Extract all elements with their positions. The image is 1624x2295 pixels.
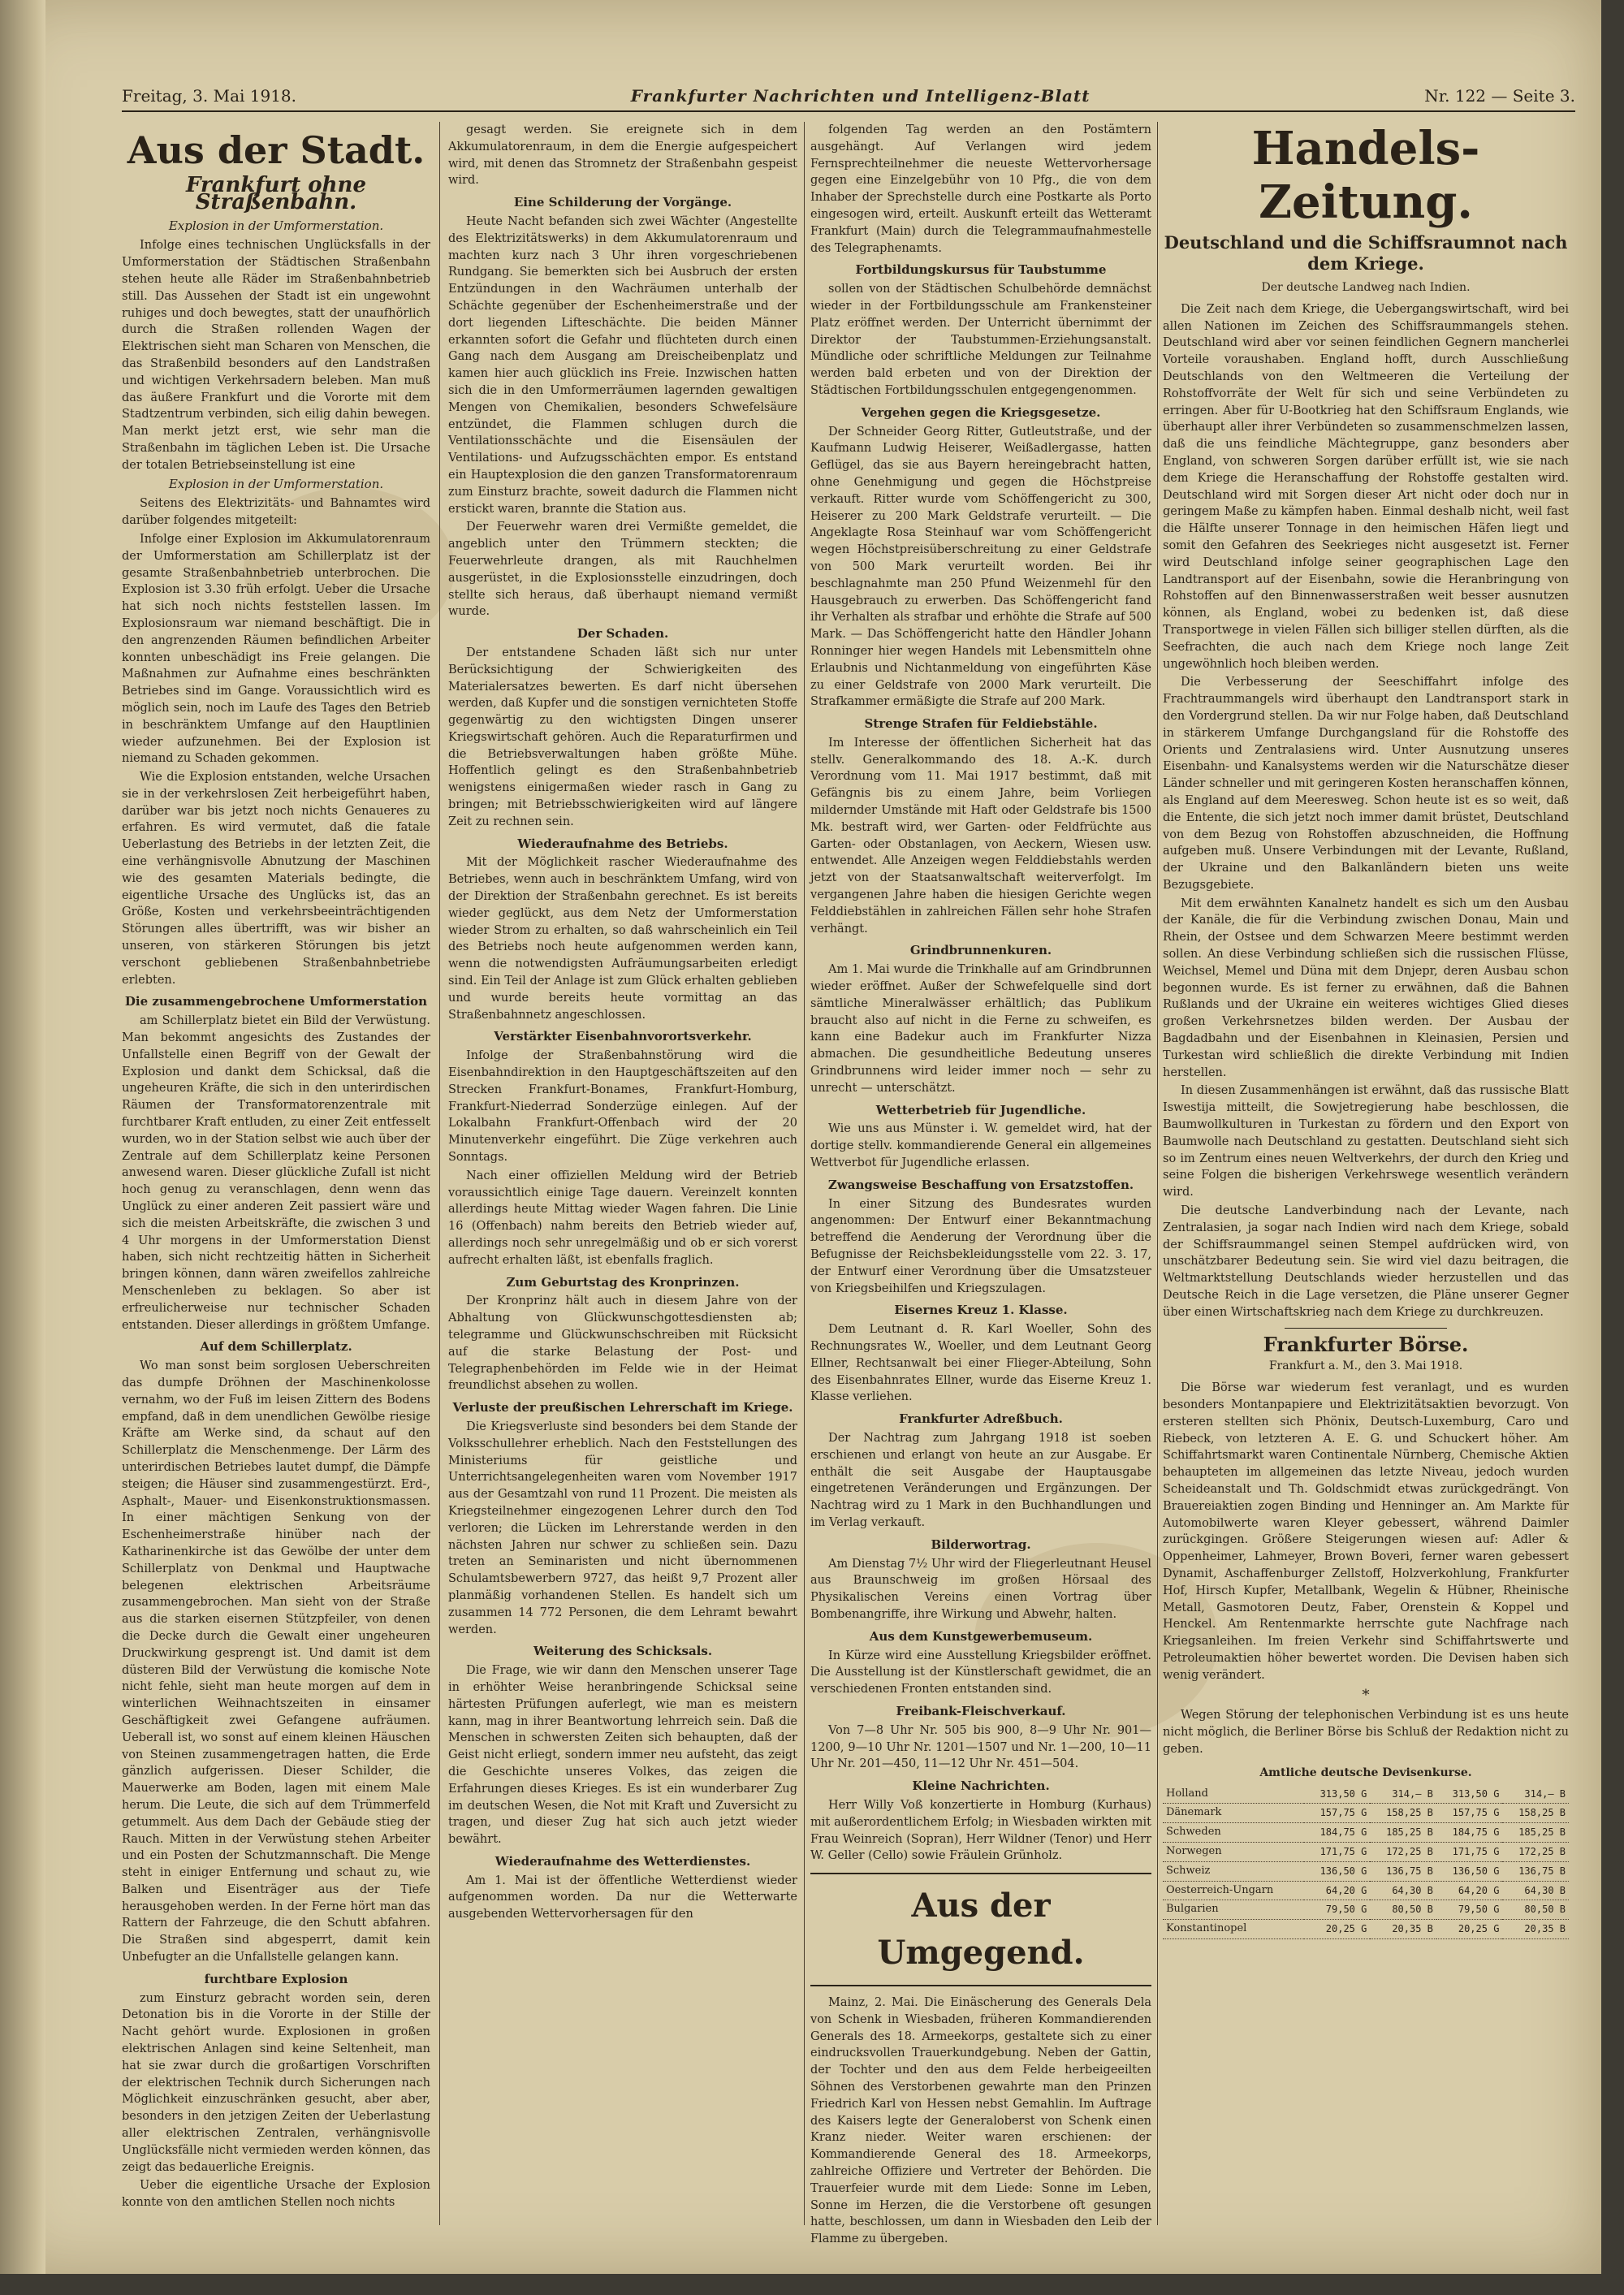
paragraph: Infolge eines technischen Unglücksfalls in der Umformerstation der Städtischen Straßenbahn stehen heute alle Räder im Straßenbahnbetrieb still. Das Aussehen der Stadt ist ein ungewohnt ruhiges und doch bewegtes, statt der unaufhörlich durch die Straßen rollenden Wagen der Elektrischen sieht man Scharen von Menschen, die das Straßenbild besonders auf den Landstraßen und wichtigen Verkehrsadern beleben. Man muß das äußere Frankfurt und die Vororte mit dem Stadtzentrum verbinden, sich eilig dahin bewegen. Man merkt jetzt erst, wie sehr man die Straßenbahn im täglichen Leben ist. Die Ursache der totalen Betriebseinstellung ist eine	[122, 239, 430, 472]
paragraph: Der Kronprinz hält auch in diesem Jahre von der Abhaltung von Glückwunschgottesdiensten ab; telegramme und Glückwunschschreiben mit Rücksicht auf die starke Belastung der Post- und Telegraphenbehörden im Felde wie in der Heimat freundlichst absehen zu wollen.	[448, 1294, 797, 1393]
devisen-rate: 314,— B	[1502, 1785, 1569, 1804]
subhead: Fortbildungskursus für Taubstumme	[855, 262, 1107, 278]
devisen-rate: 171,75 G	[1436, 1842, 1503, 1861]
devisen-rate: 20,35 B	[1502, 1920, 1569, 1939]
devisen-table	[1163, 1785, 1569, 1939]
devisen-rate: 79,50 G	[1304, 1900, 1371, 1920]
boerse-dateline: Frankfurt a. M., den 3. Mai 1918.	[1268, 1359, 1463, 1373]
devisen-country: Norwegen	[1163, 1842, 1304, 1861]
devisen-row	[1163, 1823, 1569, 1843]
paragraph: Die Verbesserung der Seeschiffahrt infolge des Frachtraummangels wird überhaupt den Landtransport stark in den Vordergrund stellen. Da wir nur Folge haben, daß Deutschland in stärkerem Umfange Durchgangsland für die Rohstoffe des Orients und Zentralasiens wird. Unter Ausnutzung unseres Eisenbahn- und Kanalsystems werden wir die Naturschätze dieser Länder schneller und mit geringeren Kosten heranschaffen können, als England auf dem Meeresweg. Schon heute ist es so weit, daß die Entente, die sich jetzt noch immer damit brüstet, Deutschland von dem Bezug von Rohstoffen abzuschneiden, die Hoffnung aufgeben muß. Unsere Verbindungen mit der Levante, Rußland, der Ukraine und den Balkanländern bieten uns weite Bezugsgebiete.	[1163, 676, 1569, 892]
subhead: Auf dem Schillerplatz.	[200, 1339, 352, 1355]
devisen-rate: 80,50 B	[1502, 1900, 1569, 1920]
paragraph: Mit dem erwähnten Kanalnetz handelt es sich um den Ausbau der Kanäle, die für die Verbindung zwischen Donau, Main und Rhein, der Ostsee und dem Schwarzen Meere bestimmt werden sollen. An diese Verbindung schließen sich die russischen Flüsse, Weichsel, Memel und Düna mit dem Dnjepr, deren Ausbau schon begonnen wurde. Es ist ferner zu erwähnen, daß die Bahnen Rußlands und der Ukraine ein weiteres wichtiges Glied dieses großen Verkehrsnetzes bilden werden. Der Ausbau der Bagdadbahn und der Eisenbahnen in Kleinasien, Persien und Turkestan wird schließlich die direkte Verbindung mit Indien herstellen.	[1163, 897, 1569, 1079]
devisen-rate: 185,25 B	[1502, 1823, 1569, 1843]
devisen-rate: 314,— B	[1370, 1785, 1436, 1804]
devisen-row	[1163, 1785, 1569, 1804]
devisen-rate: 313,50 G	[1304, 1785, 1371, 1804]
subhead: Verluste der preußischen Lehrerschaft im Kriege.	[452, 1400, 793, 1415]
section-title-handelszeitung: Handels-Zeitung.	[1251, 122, 1480, 229]
subhead: Kleine Nachrichten.	[912, 1779, 1050, 1794]
subhead: Aus dem Kunstgewerbemuseum.	[869, 1628, 1093, 1644]
subhead: Verstärkter Eisenbahnvorortsverkehr.	[494, 1029, 752, 1044]
paragraph: Die Kriegsverluste sind besonders bei dem Stande der Volksschullehrer erheblich. Nach den Feststellungen des Ministeriums für geistliche und Unterrichtsangelegenheiten waren vom November 1917 aus der Gesamtzahl von rund 11 Prozent. Die meisten als Kriegsteilnehmer eingezogenen Lehrer durch den Tod verloren; die Lücken im Lehrerstande werden in den nächsten Jahren nur schwer zu schließen sein. Dazu treten an Seminaristen und nicht übernommenen Schulamtsbewerbern 9727, das heißt 9,7 Prozent aller planmäßig vorhandenen Stellen. Es handelt sich um zusammen 14 772 Personen, die dem Lehramt bewahrt werden.	[448, 1420, 797, 1636]
devisen-row	[1163, 1920, 1569, 1939]
devisen-country: Dänemark	[1163, 1804, 1304, 1823]
devisen-rate: 157,75 G	[1436, 1804, 1503, 1823]
subhead: Wetterbetrieb für Jugendliche.	[875, 1102, 1086, 1117]
paragraph: In Kürze wird eine Ausstellung Kriegsbilder eröffnet. Die Ausstellung ist der Künstlerschaft gewidmet, die an verschiedenen Fronten entstanden sind.	[810, 1649, 1151, 1696]
column-rule	[439, 122, 440, 2225]
paragraph: In diesen Zusammenhängen ist erwähnt, daß das russische Blatt Iswestija mitteilt, die Sowjetregierung habe beschlossen, die Baumwollkulturen in Turkestan zu fördern und den Export von Baumwolle nach Deutschland zu gestatten. Deutschland sieht sich so im Zentrum eines neuen Weltverkehrs, der durch den Krieg und seine Folgen die bisherigen Verkehrswege wesentlich verändern wird.	[1163, 1084, 1569, 1199]
section-divider	[810, 1873, 1151, 1874]
devisen-rate: 172,25 B	[1370, 1842, 1436, 1861]
column-rule	[1157, 122, 1158, 2225]
paragraph: Am Dienstag 7½ Uhr wird der Fliegerleutnant Heusel aus Braunschweig im großen Hörsaal des Physikalischen Vereins einen Vortrag über Bombenangriffe, ihre Wirkung und Abwehr, halten.	[810, 1557, 1151, 1621]
devisen-rate: 185,25 B	[1370, 1823, 1436, 1843]
devisen-row	[1163, 1861, 1569, 1881]
paragraph: am Schillerplatz bietet ein Bild der Verwüstung. Man bekommt angesichts des Zustandes der Unfallstelle einen Begriff von der Gewalt der Explosion und dankt dem Schicksal, daß die ungeheuren Kräfte, die sich in den unterirdischen Räumen der Transformatorenzentrale mit furchtbarer Kraft entluden, zu einer Zeit entfesselt wurden, wo in der Station selbst wie auch über der Zentrale auf dem Schillerplatz keine Personen anwesend waren. Dieser glückliche Zufall ist nicht hoch genug zu veranschlagen, denn wenn das Unglück zu einer anderen Zeit passiert wäre und sich die meisten Arbeitskräfte, die zwischen 3 und 4 Uhr morgens in der Umformerstation Dienst haben, sich nicht rechtzeitig hätten in Sicherheit bringen können, dann wären zweifellos zahlreiche Menschenleben zu beklagen. So aber ist erfreulicherweise nur technischer Schaden entstanden. Dieser allerdings in größtem Umfange.	[122, 1014, 430, 1332]
paragraph: Im Interesse der öffentlichen Sicherheit hat das stellv. Generalkommando des 18. A.-K. durch Verordnung vom 11. Mai 1917 bestimmt, daß mit Gefängnis bis zu einem Jahre, beim Vorliegen mildernder Umstände mit Haft oder Geldstrafe bis 1500 Mk. bestraft wird, wer Garten- oder Feldfrüchte aus Garten- oder Obstanlagen, von Aeckern, Wiesen usw. entwendet. Alle Anzeigen wegen Felddiebstahls werden jetzt von der Staatsanwaltschaft weiterverfolgt. Im vergangenen Jahre haben die hiesigen Gerichte wegen Felddiebstählen in zahlreichen Fällen sehr hohe Strafen verhängt.	[810, 736, 1151, 936]
devisen-row	[1163, 1881, 1569, 1900]
devisen-rate: 171,75 G	[1304, 1842, 1371, 1861]
header-masthead: Frankfurter Nachrichten und Intelligenz-Blatt	[630, 86, 1091, 106]
devisen-country: Schweiz	[1163, 1861, 1304, 1881]
paragraph: In einer Sitzung des Bundesrates wurden angenommen: Der Entwurf einer Bekanntmachung betreffend die Aenderung der Verordnung über die Befugnisse der Reichsbekleidungsstelle vom 22. 3. 17, der Entwurf einer Verordnung über die Umsatzsteuer von Kriegsbeihilfen und Kriegszulagen.	[810, 1197, 1151, 1295]
paragraph: Die deutsche Landverbindung nach der Levante, nach Zentralasien, ja sogar nach Indien wird nach dem Kriege, sobald der Schiffsraummangel seinen Stempel aufdrücken wird, von unschätzbarer Bedeutung sein. Sie wird viel dazu beitragen, die Weltmarktstellung Deutschlands wieder herzustellen und das Deutsche Reich in die Lage versetzen, die Pläne unserer Gegner über einen Wirtschaftskrieg nach dem Kriege zu durchkreuzen.	[1163, 1204, 1569, 1319]
section-title-umgegend: Aus der Umgegend.	[877, 1887, 1085, 1973]
paragraph: Die Frage, wie wir dann den Menschen unserer Tage in erhöhter Weise heranbringende Schicksal seine härtesten Prüfungen auferlegt, wie man es meistern kann, mag in ihrer Beantwortung lehrreich sein. Daß die Menschen in schwersten Zeiten sich behaupten, daß der Geist nicht erliegt, sondern immer neu aufsteht, das zeigt die Geschichte unseres Volkes, das zeigen die Erfahrungen dieses Krieges. Es ist ein wunderbarer Zug im deutschen Wesen, die Not mit Kraft und Zuversicht zu tragen, und dieser Zug hat sich auch jetzt wieder bewährt.	[448, 1664, 797, 1847]
devisen-rate: 64,30 B	[1502, 1881, 1569, 1900]
column-1	[122, 122, 430, 2225]
paragraph: Der Schneider Georg Ritter, Gutleutstraße, und der Kaufmann Ludwig Heiserer, Weißadlergasse, hatten Geflügel, das sie aus Bayern hereingebracht hatten, ohne Genehmigung und gegen die Höchstpreise verkauft. Ritter wurde vom Schöffengericht zu 300, Heiserer zu 200 Mark Geldstrafe verurteilt. — Die Angeklagte Rosa Steinhauf war vom Schöffengericht wegen Höchstpreisüberschreitung zu einer Geldstrafe von 500 Mark verurteilt worden. Bei ihr beschlagnahmte man 250 Pfund Weizenmehl für den Hausgebrauch zu erwerben. Das Schöffengericht fand ihr Verhalten als strafbar und erhöhte die Strafe auf 500 Mark. — Das Schöffengericht hatte den Händler Johann Ronninger hier wegen Handels mit Lebensmitteln ohne Erlaubnis und Nichtanmeldung von eingeführten Käse zu einer Geldstrafe von 2000 Mark verurteilt. Die Strafkammer ermäßigte die Strafe auf 200 Mark.	[810, 425, 1151, 709]
page-header	[122, 81, 1575, 112]
paragraph: Herr Willy Voß konzertierte in Homburg (Kurhaus) mit außerordentlichem Erfolg; in Wiesbaden wirkten mit Frau Weinreich (Sopran), Herr Wildner (Tenor) und Herr W. Geller (Cello) sowie Fräulein Grünholz.	[810, 1798, 1151, 1863]
subhead: Wiederaufnahme des Betriebs.	[517, 836, 728, 851]
devisen-rate: 20,35 B	[1370, 1920, 1436, 1939]
paragraph: Wie uns aus Münster i. W. gemeldet wird, hat der dortige stellv. kommandierende General ein allgemeines Wettverbot für Jugendliche erlassen.	[810, 1122, 1151, 1170]
devisen-title: Amtliche deutsche Devisenkurse.	[1259, 1766, 1472, 1779]
devisen-country: Schweden	[1163, 1823, 1304, 1843]
paragraph: gesagt werden. Sie ereignete sich in dem Akkumulatorenraum, in dem die Energie aufgespeichert wird, mit denen das Stromnetz der Straßenbahn gespeist wird.	[448, 123, 797, 188]
subhead: Eine Schilderung der Vorgänge.	[513, 195, 732, 210]
devisen-rate: 64,20 G	[1304, 1881, 1371, 1900]
section-divider	[1285, 1328, 1447, 1329]
devisen-rate: 79,50 G	[1436, 1900, 1503, 1920]
devisen-rate: 172,25 B	[1502, 1842, 1569, 1861]
subhead: Die zusammengebrochene Umformerstation	[124, 994, 428, 1009]
subhead: Vergehen gegen die Kriegsgesetze.	[861, 404, 1101, 420]
column-4	[1163, 122, 1569, 2225]
subhead: Zum Geburtstag des Kronprinzen.	[506, 1274, 740, 1290]
binding-gutter	[0, 0, 45, 2274]
devisen-rate: 157,75 G	[1304, 1804, 1371, 1823]
devisen-rate: 184,75 G	[1436, 1823, 1503, 1843]
section-title-stadt: Aus der Stadt.	[127, 128, 425, 172]
subhead: Wiederaufnahme des Wetterdienstes.	[495, 1853, 751, 1869]
column-rule	[804, 122, 805, 2225]
devisen-rate: 136,50 G	[1304, 1861, 1371, 1881]
paragraph: Seitens des Elektrizitäts- und Bahnamtes wird darüber folgendes mitgeteilt:	[122, 497, 430, 528]
subhead: Eisernes Kreuz 1. Klasse.	[894, 1303, 1068, 1318]
subhead: Grindbrunnenkuren.	[909, 943, 1052, 958]
header-page-number: Nr. 122 — Seite 3.	[1424, 86, 1575, 106]
paragraph: Am 1. Mai ist der öffentliche Wetterdienst wieder aufgenommen worden. Da nur die Wetterwarte ausgebenden Wettervorhersagen für den	[448, 1874, 797, 1921]
paragraph: Der Feuerwehr waren drei Vermißte gemeldet, die angeblich unter den Trümmern steckten; die Feuerwehrleute drangen, als mit Rauchhelmen ausgerüstet, in die Explosionsstelle einzudringen, doch stellte sich heraus, daß überhaupt niemand vermißt wurde.	[448, 521, 797, 619]
devisen-rate: 20,25 G	[1436, 1920, 1503, 1939]
devisen-rate: 136,50 G	[1436, 1861, 1503, 1881]
paragraph: sollen von der Städtischen Schulbehörde demnächst wieder in der Fortbildungsschule am Frankensteiner Platz eröffnet werden. Der Unterricht übernimmt der Direktor der Taubstummen-Erziehungsanstalt. Mündliche oder schriftliche Meldungen zur Teilnahme werden bald erbeten und von der Direktion der Städtischen Fortbildungsschulen entgegengenommen.	[810, 283, 1151, 397]
boerse-title: Frankfurter Börse.	[1263, 1332, 1469, 1356]
subhead: Strenge Strafen für Feldiebstähle.	[864, 716, 1098, 732]
devisen-rate: 136,75 B	[1502, 1861, 1569, 1881]
devisen-rate: 158,25 B	[1370, 1804, 1436, 1823]
paragraph: Wo man sonst beim sorglosen Ueberschreiten das dumpfe Dröhnen der Maschinenkolosse vernahm, wo der Fuß im leisen Zittern des Bodens empfand, daß in dem unendlichen Gewölbe riesige Kräfte am Werke sind, da schaut auf den Schillerplatz die Menschenmenge. Der Lärm des unterirdischen Betriebes lautet dumpf, die Dämpfe steigen; die Häuser sind zusammengestürzt. Erd-, Asphalt-, Mauer- und Eisenkonstruktionsmassen. In einer mächtigen Senkung von der Eschenheimerstraße hinüber nach der Katharinenkirche ist das Gewölbe der unter dem Schillerplatz von Denkmal und Hauptwache belegenen elektrischen Arbeitsräume zusammengebrochen. Man sieht von der Straße aus die starken eisernen Stützpfeiler, von denen die Decke durch die Gewalt einer ungeheuren Druckwirkung gesprengt ist. Und damit ist dem düsteren Bild der Verwüstung die komische Note nicht fehle, sieht man heute morgen auf dem in winterlichen Weihnachtszeiten in einsamer Geschäftigkeit zwei Gefangene aufräumen. Ueberall ist, wo sonst auf einem kleinen Häuschen von Steinen zusammengetragen hatten, die Erde gänzlich aufgerissen. Dieser Schilder, die Mauerwerke am Boden, lagen mit einem Male herum. Die Leute, die sich auf dem Trümmerfeld getummelt. Aus dem Dach der Gebäude stieg der Rauch. Mitten in der Verwüstung stehen Arbeiter und ein Posten der Schutzmannschaft. Die Menge steht in einiger Entfernung und schaut zu, wie Balken und Eisenträger aus der Tiefe herausgehoben werden. In der Ferne hört man das Rattern der Fahrzeuge, die den Schutt abfahren. Die Straßen sind abgesperrt, damit kein Unbefugter an die Unfallstelle gelangen kann.	[122, 1359, 430, 1964]
paragraph: zum Einsturz gebracht worden sein, deren Detonation bis in die Vororte in der Stille der Nacht gehört wurde. Explosionen in großen elektrischen Anlagen sind keine Seltenheit, man hat sie zwar durch die großartigen Vorschriften der elektrischen Technik durch Sicherungen nach Möglichkeit einzuschränken gesucht, aber aber, besonders in den jetzigen Zeiten der Ueberlastung aller elektrischen Zentralen, verhängnisvolle Unglücksfälle nicht vermieden werden können, das zeigt das bedauerliche Ereignis.	[122, 1991, 430, 2174]
subhead: Weiterung des Schicksals.	[533, 1644, 713, 1659]
paragraph: folgenden Tag werden an den Postämtern ausgehängt. Auf Verlangen wird jedem Fernsprechteilnehmer die neueste Wettervorhersage gegen eine Einzelgebühr von 10 Pfg., die von dem Inhaber der Sprechstelle durch eine Postkarte als Porto eingesogen wird, erteilt. Auskunft erteilt das Wetteramt Frankfurt (Main) durch die Telegrammaufnahmestelle des Telegraphenamts.	[810, 123, 1151, 255]
subhead: Explosion in der Umformerstation.	[168, 476, 384, 491]
paragraph: Wegen Störung der telephonischen Verbindung ist es uns heute nicht möglich, die Berliner Börse bis Schluß der Redaktion nicht zu geben.	[1163, 1709, 1569, 1756]
subhead: Frankfurter Adreßbuch.	[899, 1411, 1063, 1427]
header-date: Freitag, 3. Mai 1918.	[122, 86, 296, 106]
paragraph: Von 7—8 Uhr Nr. 505 bis 900, 8—9 Uhr Nr. 901—1200, 9—10 Uhr Nr. 1201—1507 und Nr. 1—200, 10—11 Uhr Nr. 201—450, 11—12 Uhr Nr. 451—504.	[810, 1723, 1151, 1771]
paragraph: Infolge einer Explosion im Akkumulatorenraum der Umformerstation am Schillerplatz ist der gesamte Straßenbahnbetrieb unterbrochen. Die Explosion ist 3.30 früh erfolgt. Ueber die Ursache hat sich noch nichts feststellen lassen. Im Explosionsraum war niemand beschäftigt. Die in den angrenzenden Räumen befindlichen Arbeiter konnten unbeschädigt ins Freie gelangen. Die Maßnahmen zur Aufnahme eines beschränkten Betriebes sind im Gange. Voraussichtlich wird es möglich sein, noch im Laufe des Tages den Betrieb in beschränktem Umfange auf den Hauptlinien wieder aufzunehmen. Bei der Explosion ist niemand zu Schaden gekommen.	[122, 532, 430, 766]
article-kicker: Der deutsche Landweg nach Indien.	[1261, 281, 1471, 294]
devisen-country: Holland	[1163, 1785, 1304, 1804]
section-divider	[810, 1985, 1151, 1986]
paragraph: Die Börse war wiederum fest veranlagt, und es wurden besonders Montanpapiere und Elektrizitätsaktien bevorzugt. Von ersteren stellten sich Phönix, Deutsch-Luxemburg, Caro und Riebeck, von letzteren A. E. G. und Schuckert höher. Am Schiffahrtsmarkt waren Continentale Nürnberg, Chemische Aktien behaupteten im allgemeinen das letzte Niveau, jedoch wurden Scheideanstalt und Th. Goldschmidt etwas zurückgedrängt. Von Brauereiaktien zogen Binding und Henninger an. Am Markte für Automobilwerte waren Kleyer gebessert, während Daimler zurückgingen. Größere Steigerungen wiesen auf: Adler & Oppenheimer, Lahmeyer, Brown Boveri, ferner waren gebessert Dynamit, Aschaffenburger Zellstoff, Holzverkohlung, Frankfurter Hof, Hirsch Kupfer, Metallbank, Wegelin & Hübner, Rheinische Metall, Gasmotoren Deutz, Faber, Orenstein & Koppel und Henckel. Am Rentenmarkte herrschte gute Nachfrage nach Kriegsanleihen. Im freien Verkehr sind Schiffahrtswerte und Petroleumaktien höher bewertet worden. Die Devisen haben sich wenig verändert.	[1163, 1381, 1569, 1682]
subhead: furchtbare Explosion	[204, 1971, 348, 1986]
paragraph: Die Zeit nach dem Kriege, die Uebergangswirtschaft, wird bei allen Nationen im Zeichen des Schiffsraummangels stehen. Deutschland wird aber vor seinen feindlichen Gegnern mancherlei Vorteile voraushaben. England hofft, durch Ausschließung Deutschlands von den Weltmeeren die Verteilung der Rohstoffvorräte der Welt für sich und seine Verbündeten zu erringen. Aber für U-Bootkrieg hat den Schiffsraum Englands, wie überhaupt aller ihrer Verbündeten so zusammenschmelzen lassen, daß die uns feindliche Mächtegruppe, ganz besonders aber England, von schweren Sorgen darüber erfüllt ist, wie sie nach dem Kriege die Heranschaffung der Rohstoffe gestalten wird. Deutschland wird mit Sorgen dieser Art nicht oder doch nur in geringem Maße zu kämpfen haben. Einmal deshalb nicht, weil fast die Hälfte unserer Tonnage in den heimischen Häfen liegt und somit den Gefahren des Seekrieges nicht ausgesetzt ist. Ferner wird Deutschland infolge seiner geographischen Lage den Landtransport auf der Eisenbahn, sowie die Heranbringung von Rohstoffen auf den Binnenwasserstraßen weit besser ausnutzen können, als England, wobei zu bedenken ist, daß diese Transportwege in vielen Fällen sich billiger stellen dürften, als die Seefrachten, die auch nach dem Kriege noch lange Zeit ungewöhnlich hoch bleiben werden.	[1163, 302, 1569, 671]
devisen-country: Bulgarien	[1163, 1900, 1304, 1920]
devisen-rate: 184,75 G	[1304, 1823, 1371, 1843]
devisen-country: Oesterreich-Ungarn	[1163, 1881, 1304, 1900]
devisen-rate: 313,50 G	[1436, 1785, 1503, 1804]
column-3	[810, 122, 1151, 2246]
paragraph: Mit der Möglichkeit rascher Wiederaufnahme des Betriebes, wenn auch in beschränktem Umfang, wird von der Direktion der Straßenbahn gerechnet. Es ist bereits wieder geglückt, aus dem Netz der Umformerstation wieder Strom zu erhalten, so daß wahrscheinlich ein Teil des Betriebs noch heute aufgenommen werden kann, wenn die notwendigsten Aufräumungsarbeiten erledigt sind. Ein Teil der Anlage ist zum Glück erhalten geblieben und wurde bereits heute vormittag an das Straßenbahnnetz angeschlossen.	[448, 856, 797, 1022]
devisen-rate: 20,25 G	[1304, 1920, 1371, 1939]
paragraph: Mainz, 2. Mai. Die Einäscherung des Generals Dela von Schenk in Wiesbaden, früheren Kommandierenden Generals des 18. Armeekorps, gestaltete sich zu einer eindrucksvollen Trauerkundgebung. Neben der Gattin, der Tochter und den aus dem Felde herbeigeeilten Söhnen des Verstorbenen gewahrte man den Prinzen Friedrich Karl von Hessen nebst Gemahlin. Im Auftrage des Kaisers legte der Generaloberst von Schenk einen Kranz nieder. Weiter waren erschienen: der Kommandierende General des 18. Armeekorps, zahlreiche Offiziere und Vertreter der Behörden. Die Trauerfeier wurde mit dem Liede: Sonne im Leben, Sonne im Herzen, die die Verstorbene oft gesungen hatte, beschlossen, um dann in Wiesbaden den Leib der Flamme zu übergeben.	[810, 1996, 1151, 2246]
paragraph: Dem Leutnant d. R. Karl Woeller, Sohn des Rechnungsrates W., Woeller, und dem Leutnant Georg Ellner, Rechtsanwalt bei einer Flieger-Abteilung, Sohn des Eisenbahnrates Ellner, wurde das Eiserne Kreuz 1. Klasse verliehen.	[810, 1323, 1151, 1404]
article-headline: Deutschland und die Schiffsraumnot nach dem Kriege.	[1164, 232, 1568, 274]
article-headline: Frankfurt ohne Straßenbahn.	[185, 173, 366, 214]
paragraph: Heute Nacht befanden sich zwei Wächter (Angestellte des Elektrizitätswerks) in dem Akkumulatorenraum und machten kurz nach 3 Uhr ihren vorgeschriebenen Rundgang. Sie bemerkten sich bei Ausbruch der ersten Entzündungen in den Wachräumen unterhalb der Schächte gegenüber der Eschenheimerstraße und der dort liegenden Lifteschächte. Die beiden Männer erkannten sofort die Gefahr und flüchteten durch einen Gang nach dem Ausgang am Dreischeibenplatz und kamen hier auch glücklich ins Freie. Inzwischen hatten sich die in den Umformerräumen lagernden gewaltigen Mengen von Chemikalien, besonders Schwefelsäure entzündet, die Flammen schlugen durch die Ventilationsschächte und die Eisensäulen der Ventilations- und Aufzugsschächten empor. Es entstand ein Hauptexplosion die den ganzen Transformatorenraum zum Einsturz brachte, soweit dadurch die Flammen nicht erstickt waren, brannte die Station aus.	[448, 214, 797, 516]
devisen-rate: 158,25 B	[1502, 1804, 1569, 1823]
paragraph: Wie die Explosion entstanden, welche Ursachen sie in der verkehrslosen Zeit herbeigeführt haben, darüber war bis jetzt noch nichts Genaueres zu erfahren. Es wird vermutet, daß die fatale Ueberlastung des Betriebs in der letzten Zeit, die eine verhängnisvolle Abnutzung der Maschinen wie des gesamten Materials bedingte, die eigentliche Ursache des Unglücks ist, das an Größe, Kosten und verkehrsbeeinträchtigenden Störungen alles übertrifft, was wir bisher an unseren, von stärkeren Störungen bis jetzt verschont gebliebenen Straßenbahnbetriebe erlebten.	[122, 771, 430, 987]
paragraph: Am 1. Mai wurde die Trinkhalle auf am Grindbrunnen wieder eröffnet. Außer der Schwefelquelle sind dort sämtliche Mineralwässer erhältlich; das Publikum braucht also auf nicht in die Ferne zu schweifen, es kann eine Badekur auch im Frankfurter Nizza abmachen. Die gesundheitliche Bedeutung unseres Grindbrunnens wird leider immer noch — sehr zu unrecht — unterschätzt.	[810, 963, 1151, 1095]
paragraph: Nach einer offiziellen Meldung wird der Betrieb voraussichtlich einige Tage dauern. Vereinzelt konnten allerdings heute Mittag wieder Wagen fahren. Die Linie 16 (Offenbach) nahm bereits den Betrieb wieder auf, allerdings noch sehr unregelmäßig und ob er sich vorerst aufrecht erhalten läßt, ist ebenfalls fraglich.	[448, 1169, 797, 1267]
column-2	[448, 122, 797, 2225]
subhead: Zwangsweise Beschaffung von Ersatzstoffen.	[827, 1177, 1134, 1192]
subhead: Der Schaden.	[577, 626, 669, 642]
subhead: Freibank-Fleischverkauf.	[896, 1703, 1066, 1718]
paragraph: Der Nachtrag zum Jahrgang 1918 ist soeben erschienen und erlangt von heute an zur Ausgabe. Er enthält die seit Ausgabe der Hauptausgabe eingetretenen Veränderungen und Ergänzungen. Der Nachtrag wird zu 1 Mark in den Buchhandlungen und im Verlag verkauft.	[810, 1431, 1151, 1529]
devisen-row	[1163, 1900, 1569, 1920]
devisen-rate: 136,75 B	[1370, 1861, 1436, 1881]
paragraph: Ueber die eigentliche Ursache der Explosion konnte von den amtlichen Stellen noch nichts	[122, 2179, 430, 2210]
article-kicker: Explosion in der Umformerstation.	[168, 218, 384, 233]
devisen-rate: 64,20 G	[1436, 1881, 1503, 1900]
devisen-rate: 80,50 B	[1370, 1900, 1436, 1920]
devisen-row	[1163, 1842, 1569, 1861]
devisen-rate: 64,30 B	[1370, 1881, 1436, 1900]
devisen-country: Konstantinopel	[1163, 1920, 1304, 1939]
paragraph: Infolge der Straßenbahnstörung wird die Eisenbahndirektion in den Hauptgeschäftszeiten auf den Strecken Frankfurt-Bonames, Frankfurt-Homburg, Frankfurt-Niederrad Sonderzüge einlegen. Auf der Lokalbahn Frankfurt-Offenbach wird der 20 Minutenverkehr eingeführt. Die Züge verkehren auch Sonntags.	[448, 1049, 797, 1165]
paragraph: Der entstandene Schaden läßt sich nur unter Berücksichtigung der Schwierigkeiten des Materialersatzes bewerten. Es darf nicht übersehen werden, daß Kupfer und die sonstigen vernichteten Stoffe gegenwärtig zu den wichtigsten Dingen unserer Kriegswirtschaft gehören. Auch die Reparaturfirmen und die Betriebsverwaltungen haben größte Mühe. Hoffentlich gelingt es den Straßenbahnbetrieb wenigstens einigermaßen wieder rasch in Gang zu bringen; mit Betriebsschwierigkeiten wird auf längere Zeit zu rechnen sein.	[448, 646, 797, 828]
devisen-row	[1163, 1804, 1569, 1823]
asterisk-ornament: *	[1362, 1686, 1370, 1704]
subhead: Bilderwortrag.	[931, 1536, 1031, 1552]
